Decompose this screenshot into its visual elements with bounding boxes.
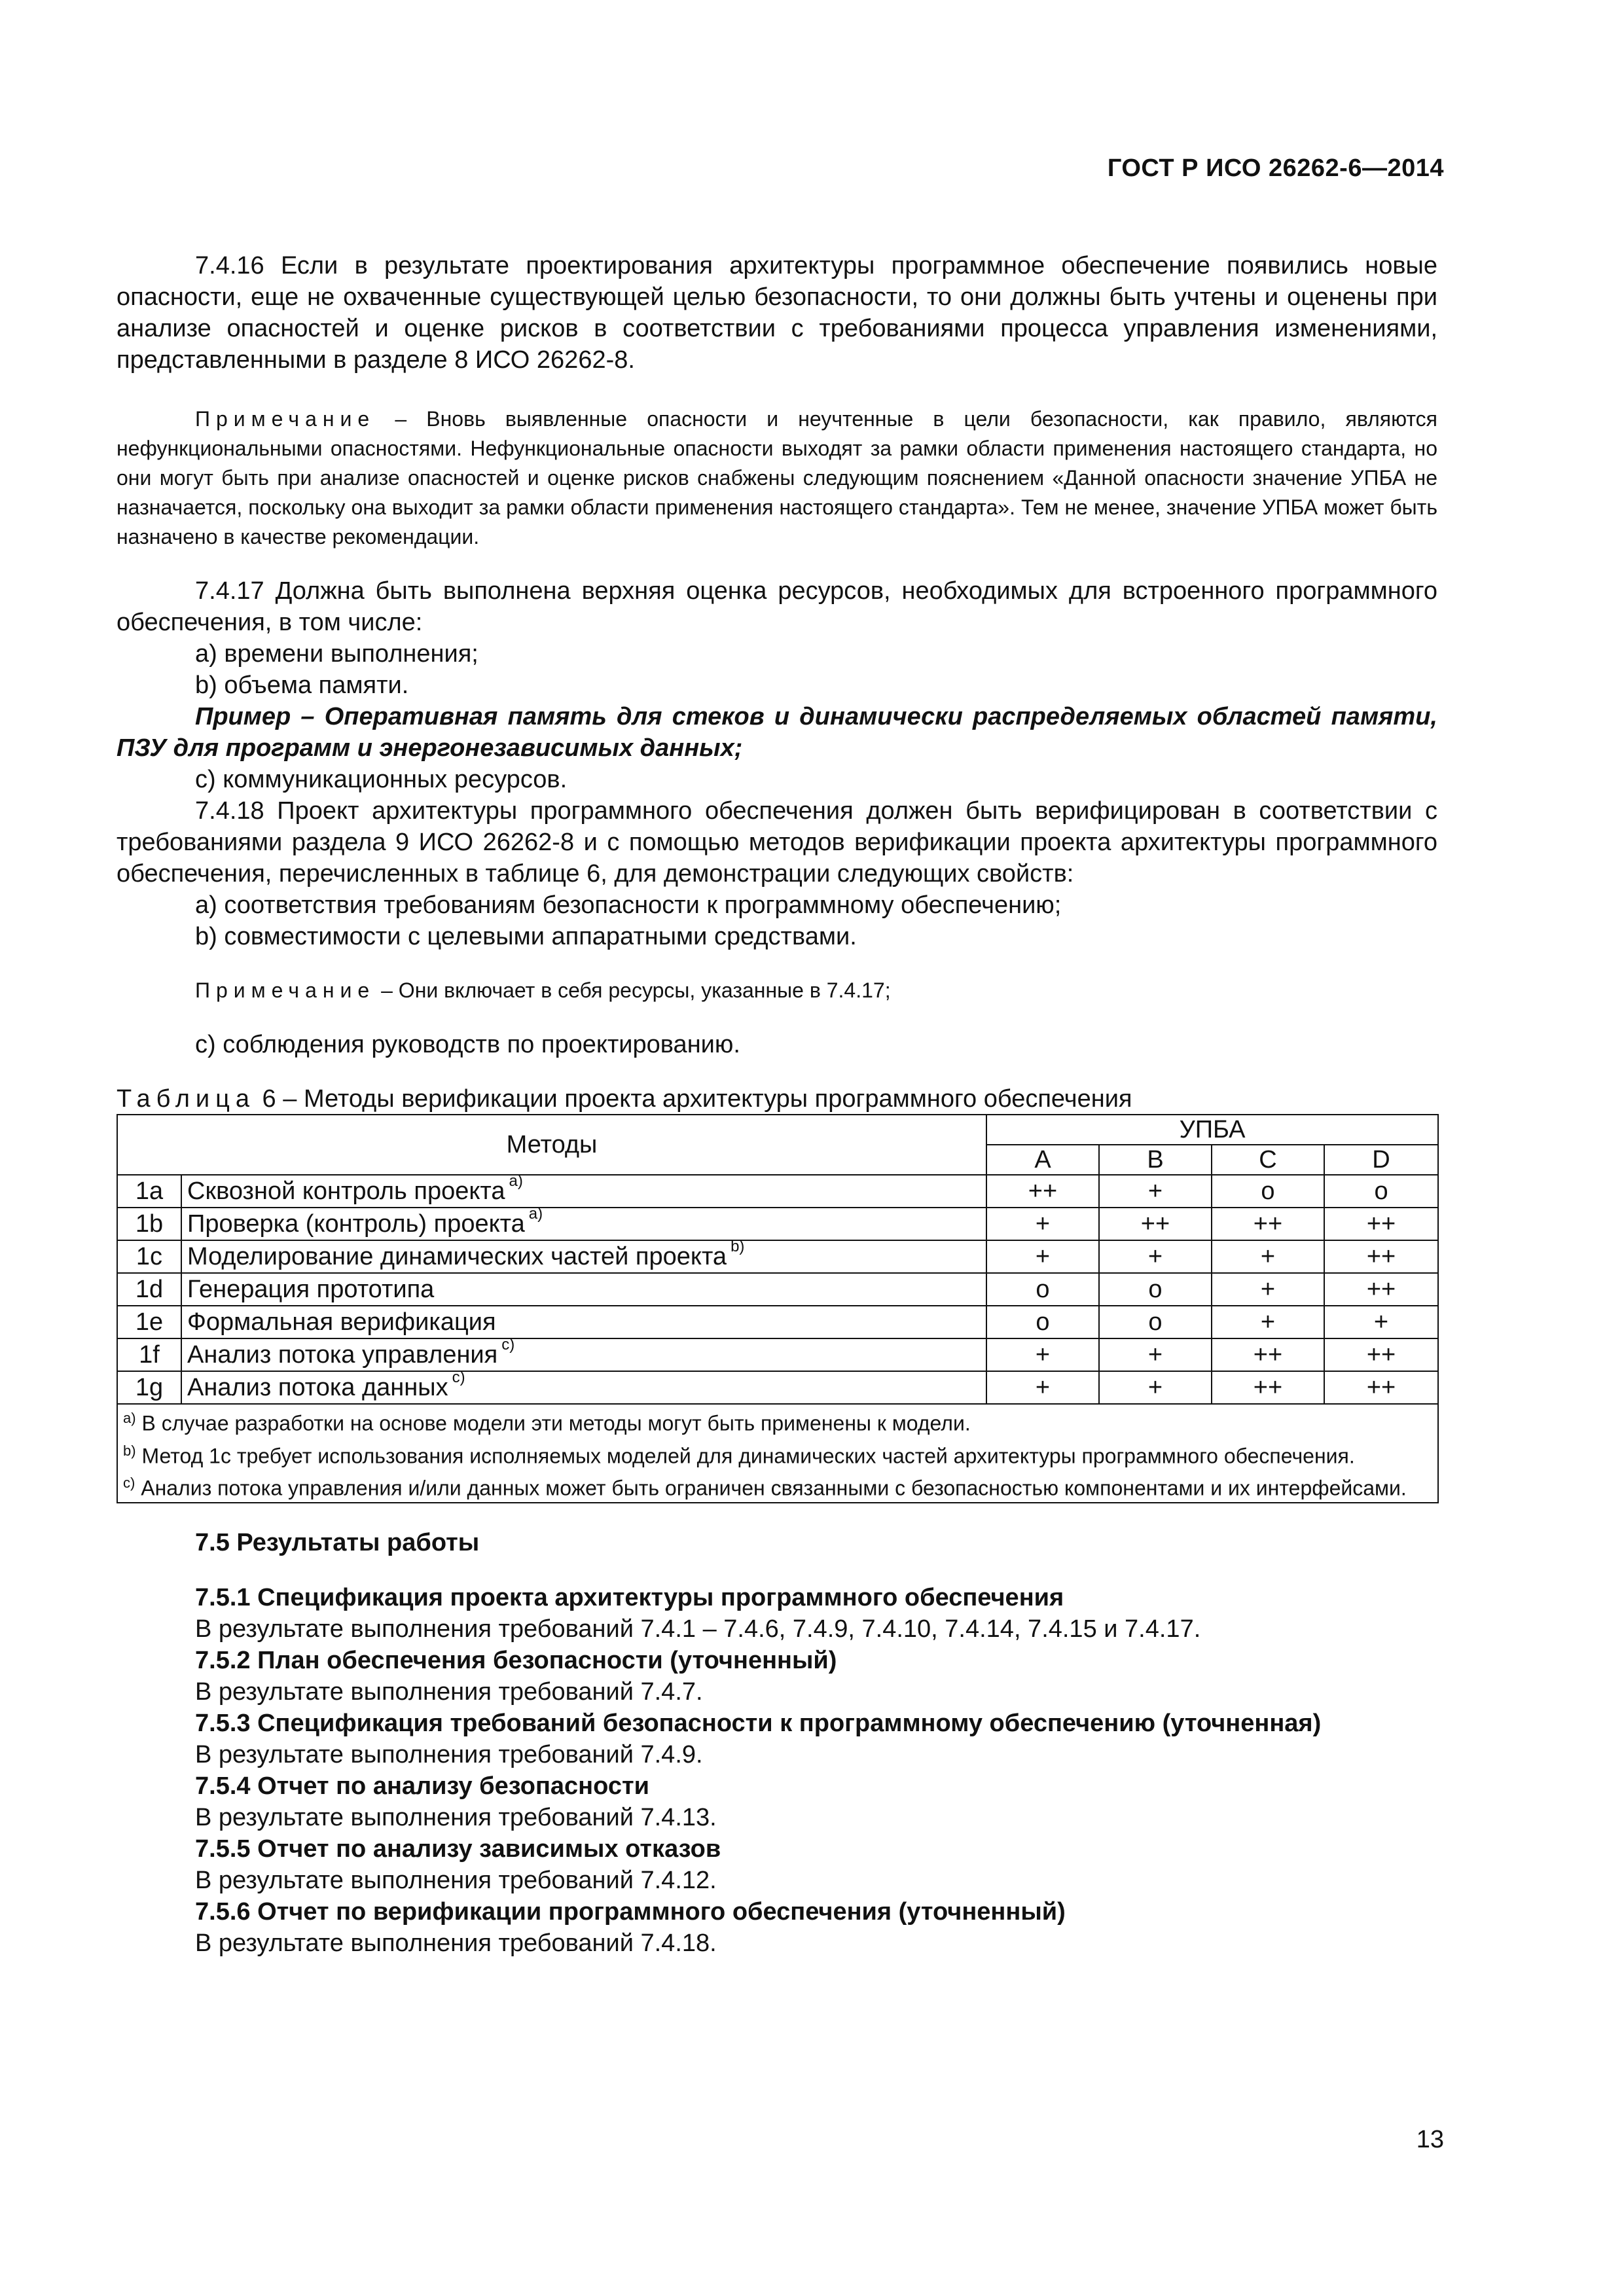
example-memory: Пример – Оперативная память для стеков и динамически распределяемых областей памяти, ПЗУ для программ и энергонезависимых данных; bbox=[117, 703, 1437, 762]
row-id: 1g bbox=[117, 1371, 181, 1404]
header-level-d: D bbox=[1324, 1145, 1438, 1175]
table-6-caption-label: Таблица bbox=[117, 1085, 255, 1113]
footnote-mark: а) bbox=[123, 1410, 136, 1426]
row-method bbox=[181, 1371, 986, 1404]
row-method bbox=[181, 1240, 986, 1273]
row-id: 1d bbox=[117, 1273, 181, 1306]
method-name: Формальная верификация bbox=[187, 1308, 496, 1336]
section-7-5-4-title: 7.5.4 Отчет по анализу безопасности bbox=[195, 1772, 649, 1800]
cell-a: + bbox=[986, 1338, 1099, 1371]
table-6-caption bbox=[117, 1084, 1437, 1114]
page-content bbox=[117, 250, 1437, 1959]
footnote-text: Анализ потока управления и/или данных может быть ограничен связанными с безопасностью компонентами и их интерфейсами. bbox=[135, 1476, 1407, 1500]
header-methods: Методы bbox=[117, 1115, 986, 1175]
table-row bbox=[117, 1175, 1438, 1208]
row-id: 1c bbox=[117, 1240, 181, 1273]
section-7-5-title: 7.5 Результаты работы bbox=[195, 1528, 480, 1556]
cell-d: + bbox=[1324, 1306, 1438, 1338]
paragraph-7-4-18: 7.4.18 Проект архитектуры программного обеспечения должен быть верифицирован в соответствии с требованиями раздела 9 ИСО 26262-8 и с помощью методов верификации проекта архитектуры программного обеспечения, перечисленных в таблице 6, для демонстрации следующих свойств: bbox=[117, 797, 1437, 888]
table-row bbox=[117, 1306, 1438, 1338]
method-name: Анализ потока данных bbox=[187, 1374, 448, 1401]
table-6-methods bbox=[117, 1114, 1439, 1503]
row-id: 1f bbox=[117, 1338, 181, 1371]
footnote-ref: с) bbox=[452, 1369, 465, 1387]
cell-a: о bbox=[986, 1273, 1099, 1306]
section-7-5-6-text: В результате выполнения требований 7.4.18. bbox=[195, 1929, 717, 1957]
cell-d: ++ bbox=[1324, 1338, 1438, 1371]
cell-a: + bbox=[986, 1208, 1099, 1240]
list-item-safety-compliance: а) соответствия требованиям безопасности к программному обеспечению; bbox=[195, 891, 1062, 919]
table-footnote bbox=[123, 1437, 1432, 1470]
header-level-c: C bbox=[1212, 1145, 1324, 1175]
section-7-5-2-title: 7.5.2 План обеспечения безопасности (уточненный) bbox=[195, 1646, 837, 1674]
section-7-5-2-text: В результате выполнения требований 7.4.7. bbox=[195, 1677, 703, 1706]
cell-d: ++ bbox=[1324, 1273, 1438, 1306]
row-method bbox=[181, 1338, 986, 1371]
cell-a: + bbox=[986, 1371, 1099, 1404]
cell-c: о bbox=[1212, 1175, 1324, 1208]
footnote-mark: b) bbox=[123, 1442, 136, 1459]
footnote-ref: b) bbox=[731, 1238, 745, 1256]
list-item-design-guidelines: с) соблюдения руководств по проектированию. bbox=[195, 1031, 740, 1058]
method-name: Генерация прототипа bbox=[187, 1276, 435, 1303]
cell-d: ++ bbox=[1324, 1240, 1438, 1273]
cell-c: ++ bbox=[1212, 1208, 1324, 1240]
cell-b: + bbox=[1099, 1240, 1212, 1273]
cell-c: ++ bbox=[1212, 1371, 1324, 1404]
note-2 bbox=[117, 976, 1437, 1005]
cell-d: ++ bbox=[1324, 1371, 1438, 1404]
footnote-mark: с) bbox=[123, 1475, 135, 1492]
list-item-hardware-compat: b) совместимости с целевыми аппаратными средствами. bbox=[195, 923, 857, 950]
table-row bbox=[117, 1338, 1438, 1371]
cell-b: + bbox=[1099, 1371, 1212, 1404]
paragraph-7-4-16: 7.4.16 Если в результате проектирования архитектуры программное обеспечение появились новые опасности, еще не охваченные существующей целью безопасности, то они должны быть учтены и оценены при анализе опасностей и оценке рисков в соответствии с требованиями процесса управления изменениями, представленными в разделе 8 ИСО 26262-8. bbox=[117, 252, 1437, 374]
note-1-label: Примечание bbox=[195, 407, 376, 431]
footnote-ref: а) bbox=[528, 1205, 543, 1223]
list-item-runtime: а) времени выполнения; bbox=[195, 640, 478, 668]
cell-d: о bbox=[1324, 1175, 1438, 1208]
method-name: Моделирование динамических частей проекта bbox=[187, 1243, 727, 1270]
cell-c: + bbox=[1212, 1273, 1324, 1306]
cell-d: ++ bbox=[1324, 1208, 1438, 1240]
row-id: 1a bbox=[117, 1175, 181, 1208]
note-2-label: Примечание bbox=[195, 978, 376, 1002]
section-7-5-5-title: 7.5.5 Отчет по анализу зависимых отказов bbox=[195, 1835, 721, 1863]
page-number: 13 bbox=[1416, 2126, 1444, 2153]
section-7-5-6-title: 7.5.6 Отчет по верификации программного обеспечения (уточненный) bbox=[195, 1897, 1066, 1926]
method-name: Анализ потока управления bbox=[187, 1341, 498, 1369]
section-7-5-1-title: 7.5.1 Спецификация проекта архитектуры программного обеспечения bbox=[195, 1583, 1064, 1611]
footnote-text: Метод 1с требует использования исполняемых моделей для динамических частей архитектуры программного обеспечения. bbox=[135, 1444, 1355, 1468]
method-name: Сквозной контроль проекта bbox=[187, 1177, 505, 1205]
note-1-text: – Вновь выявленные опасности и неучтенные в цели безопасности, как правило, являются нефункциональными опасностями. Нефункциональные опасности выходят за рамки области применения настоящего стандарта, но они могут быть при анализе опасностей и оценке рисков снабжены следующим пояснением «Данной опасности значение УПБА не назначается, поскольку она выходит за рамки области применения настоящего стандарта». Тем не менее, значение УПБА может быть назначено в качестве рекомендации. bbox=[117, 407, 1437, 548]
row-method bbox=[181, 1306, 986, 1338]
header-upba: УПБА bbox=[986, 1115, 1438, 1145]
table-6-caption-text: 6 – Методы верификации проекта архитектуры программного обеспечения bbox=[255, 1085, 1132, 1113]
list-item-communication: с) коммуникационных ресурсов. bbox=[195, 766, 568, 793]
row-method bbox=[181, 1172, 986, 1208]
cell-b: о bbox=[1099, 1306, 1212, 1338]
section-7-5-4-text: В результате выполнения требований 7.4.13. bbox=[195, 1803, 717, 1831]
row-method bbox=[181, 1205, 986, 1240]
cell-b: ++ bbox=[1099, 1208, 1212, 1240]
row-method bbox=[181, 1273, 986, 1306]
note-1 bbox=[117, 404, 1437, 552]
cell-a: + bbox=[986, 1240, 1099, 1273]
header-level-a: A bbox=[986, 1145, 1099, 1175]
cell-c: + bbox=[1212, 1240, 1324, 1273]
cell-b: + bbox=[1099, 1175, 1212, 1208]
section-7-5-3-title: 7.5.3 Спецификация требований безопасности к программному обеспечению (уточненная) bbox=[195, 1709, 1322, 1737]
cell-b: о bbox=[1099, 1273, 1212, 1306]
cell-a: о bbox=[986, 1306, 1099, 1338]
section-7-5-5-text: В результате выполнения требований 7.4.12. bbox=[195, 1866, 717, 1894]
document-code-header: ГОСТ Р ИСО 26262-6—2014 bbox=[1107, 154, 1444, 182]
cell-c: ++ bbox=[1212, 1338, 1324, 1371]
cell-b: + bbox=[1099, 1338, 1212, 1371]
table-row bbox=[117, 1240, 1438, 1273]
header-level-b: B bbox=[1099, 1145, 1212, 1175]
table-footnote bbox=[123, 1469, 1432, 1502]
table-footnotes bbox=[117, 1404, 1438, 1503]
footnote-ref: а) bbox=[509, 1172, 523, 1191]
row-id: 1e bbox=[117, 1306, 181, 1338]
section-7-5-3-text: В результате выполнения требований 7.4.9. bbox=[195, 1740, 703, 1768]
table-footnote bbox=[123, 1405, 1432, 1437]
row-id: 1b bbox=[117, 1208, 181, 1240]
method-name: Проверка (контроль) проекта bbox=[187, 1210, 525, 1238]
note-2-text: – Они включает в себя ресурсы, указанные в 7.4.17; bbox=[375, 978, 891, 1002]
footnote-ref: с) bbox=[501, 1336, 515, 1354]
cell-a: ++ bbox=[986, 1175, 1099, 1208]
list-item-memory: b) объема памяти. bbox=[195, 672, 409, 699]
paragraph-7-4-17: 7.4.17 Должна быть выполнена верхняя оценка ресурсов, необходимых для встроенного программного обеспечения, в том числе: bbox=[117, 577, 1437, 636]
footnote-text: В случае разработки на основе модели эти методы могут быть применены к модели. bbox=[135, 1411, 971, 1435]
table-row bbox=[117, 1371, 1438, 1404]
table-row bbox=[117, 1208, 1438, 1240]
table-footnotes-row bbox=[117, 1404, 1438, 1503]
table-row bbox=[117, 1273, 1438, 1306]
section-7-5-1-text: В результате выполнения требований 7.4.1 – 7.4.6, 7.4.9, 7.4.10, 7.4.14, 7.4.15 и 7.4.17. bbox=[195, 1615, 1201, 1643]
cell-c: + bbox=[1212, 1306, 1324, 1338]
